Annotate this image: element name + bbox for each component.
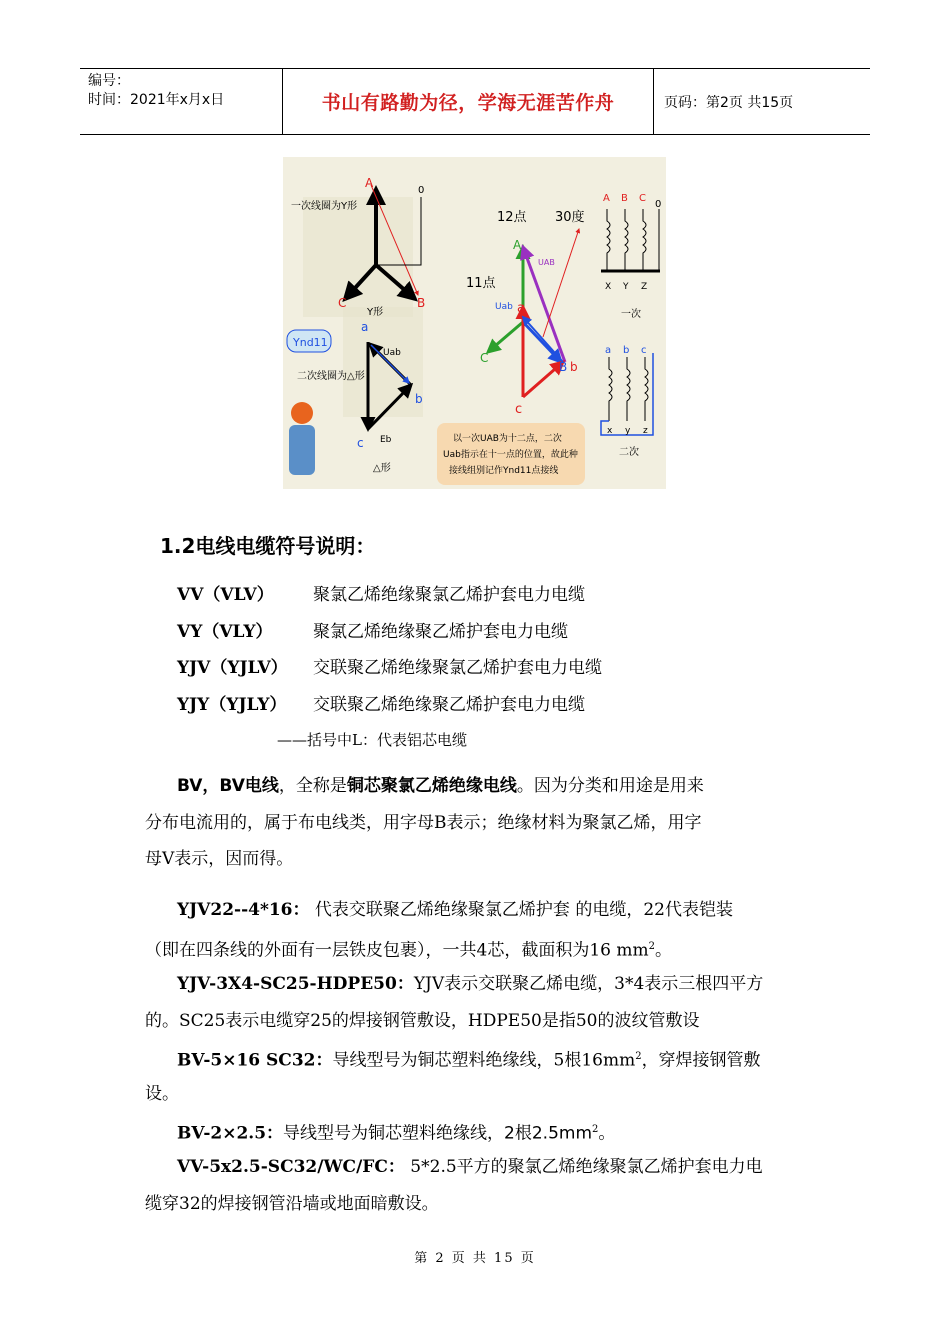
header-page-info: 页码：第2页 共15页	[664, 94, 794, 111]
bv5-code: BV-5×16 SC32：	[177, 1050, 333, 1071]
page-footer: 第 2 页 共 15 页	[414, 1251, 536, 1266]
label-secondary-delta: 二次线圈为△形	[297, 371, 365, 382]
yjv22-sup: 2	[648, 941, 655, 952]
def-code-2: VY（VLY）	[177, 622, 273, 642]
bv-line-2: 分布电流用的，属于布电线类，用字母B表示；绝缘材料为聚氯乙烯，用字	[145, 813, 702, 833]
neutral-label: 0	[418, 185, 425, 196]
winding-c: c	[641, 345, 647, 356]
label-secondary: 二次	[619, 447, 639, 458]
serial-label: 编号：	[88, 73, 130, 89]
bv5-line-1	[177, 1040, 761, 1078]
bv5-text-1b: ，穿焊接钢管敷	[641, 1050, 761, 1071]
def-desc-2: 聚氯乙烯绝缘聚乙烯护套电力电缆	[313, 622, 568, 642]
yjv3-line-2: 的。SC25表示电缆穿25的焊接钢管敷设，HDPE50是指50的波纹管敷设	[145, 1011, 700, 1031]
eb-label: Eb	[380, 435, 392, 445]
def-code-1: VV（VLV）	[177, 585, 274, 605]
yjv22-end: 。	[654, 940, 672, 961]
bv2-text-1: 导线型号为铜芯塑料绝缘线，2根2.5mm	[283, 1123, 593, 1144]
winding-O: 0	[655, 199, 662, 210]
label-primary: 一次	[621, 309, 641, 320]
aluminum-note: ——括号中L：代表铝芯电缆	[277, 731, 467, 749]
bv-name: 铜芯聚氯乙烯绝缘电线	[346, 776, 517, 796]
vv5-code: VV-5x2.5-SC32/WC/FC：	[177, 1157, 405, 1177]
label-12: 12点	[497, 210, 527, 225]
bv2-line	[177, 1113, 615, 1151]
ynd11-badge: Ynd11	[293, 336, 328, 349]
winding-x: x	[607, 426, 613, 436]
bv5-sup: 2	[635, 1051, 642, 1062]
label-y-shape: Y形	[367, 307, 384, 318]
def-desc-1: 聚氯乙烯绝缘聚氯乙烯护套电力电缆	[313, 585, 585, 605]
winding-X: X	[605, 282, 612, 292]
note-line2: Uab指示在十一点的位置，故此种	[443, 450, 578, 460]
uab-delta-label: Uab	[383, 348, 401, 358]
winding-A: A	[603, 193, 610, 204]
ynd11-diagram	[283, 157, 666, 489]
bv2-end: 。	[598, 1123, 616, 1144]
label-30deg: 30度	[555, 210, 585, 225]
bv-line-3: 母V表示，因而得。	[145, 849, 294, 869]
header-motto: 书山有路勤为径，学海无涯苦作舟	[282, 69, 654, 134]
note-line1: 以一次UAB为十二点，二次	[453, 434, 562, 444]
bv5-text-1: 导线型号为铜芯塑料绝缘线，5根16mm	[332, 1050, 636, 1071]
phasor-A-label: A	[513, 238, 522, 252]
vv5-text-1: 5*2.5平方的聚氯乙烯绝缘聚氯乙烯护套电力电	[404, 1157, 763, 1177]
winding-z: z	[643, 426, 648, 436]
page-header	[80, 68, 870, 135]
phasor-B-label: B	[559, 360, 568, 374]
bv2-code: BV-2×2.5：	[177, 1123, 284, 1144]
bv-code: BV，BV电线	[177, 776, 279, 796]
winding-Z: Z	[641, 282, 648, 292]
phasor-C-label: C	[480, 351, 489, 365]
def-code-4: YJY（YJLY）	[177, 695, 287, 715]
phase-B-label: B	[417, 296, 426, 310]
label-primary-y: 一次线圈为Y形	[291, 201, 358, 212]
phasor-a-label: a	[517, 301, 525, 316]
bv2-sup: 2	[592, 1124, 599, 1135]
header-meta	[80, 69, 282, 134]
def-desc-3: 交联聚乙烯绝缘聚氯乙烯护套电力电缆	[313, 658, 602, 678]
phase-A-label: A	[365, 176, 374, 190]
winding-a: a	[605, 345, 612, 356]
phasor-uab-label: Uab	[495, 302, 513, 312]
phasor-c-label: c	[515, 402, 523, 417]
winding-C: C	[639, 193, 646, 204]
label-delta-shape: △形	[373, 463, 391, 474]
def-code-3: YJV（YJLV）	[177, 658, 288, 678]
yjv22-line-2	[145, 930, 672, 968]
phase-b-label: b	[415, 392, 423, 406]
section-heading: 1.2电线电缆符号说明：	[160, 534, 376, 558]
bv5-line-2: 设。	[145, 1084, 179, 1104]
phase-C-label: C	[338, 296, 347, 310]
yjv3-code: YJV-3X4-SC25-HDPE50：	[177, 974, 414, 994]
bv-rest: 。因为分类和用途是用来	[516, 776, 704, 796]
yjv3-line-1	[177, 967, 763, 1001]
yjv3-text-1: YJV表示交联聚乙烯电缆，3*4表示三根四平方	[413, 974, 764, 994]
phase-a-label: a	[361, 320, 369, 334]
phasor-b-label: b	[570, 360, 578, 374]
note-line3: 接线组别记作Ynd11点接线	[449, 466, 559, 476]
phase-c-label: c	[357, 436, 364, 450]
winding-B: B	[621, 193, 628, 204]
bv-mid: ，全称是	[278, 776, 347, 796]
winding-Y: Y	[623, 282, 629, 292]
phasor-UAB-label: UAB	[538, 258, 555, 267]
vv5-line-1	[177, 1150, 763, 1184]
label-11: 11点	[466, 276, 496, 291]
winding-y: y	[625, 426, 631, 436]
date-line: 时间：2021年x月x日	[88, 92, 225, 108]
yjv22-code: YJV22--4*16：	[177, 900, 310, 920]
winding-b: b	[623, 345, 630, 356]
yjv22-line-1	[177, 893, 733, 927]
def-desc-4: 交联聚乙烯绝缘聚乙烯护套电力电缆	[313, 695, 585, 715]
yjv22-text-2: （即在四条线的外面有一层铁皮包裹），一共4芯，截面积为16 mm	[145, 940, 649, 961]
yjv22-text-1: 代表交联聚乙烯绝缘聚氯乙烯护套 的电缆，22代表铠装	[314, 900, 733, 920]
bv-line-1	[177, 769, 704, 803]
vv5-line-2: 缆穿32的焊接钢管沿墙或地面暗敷设。	[145, 1194, 439, 1214]
